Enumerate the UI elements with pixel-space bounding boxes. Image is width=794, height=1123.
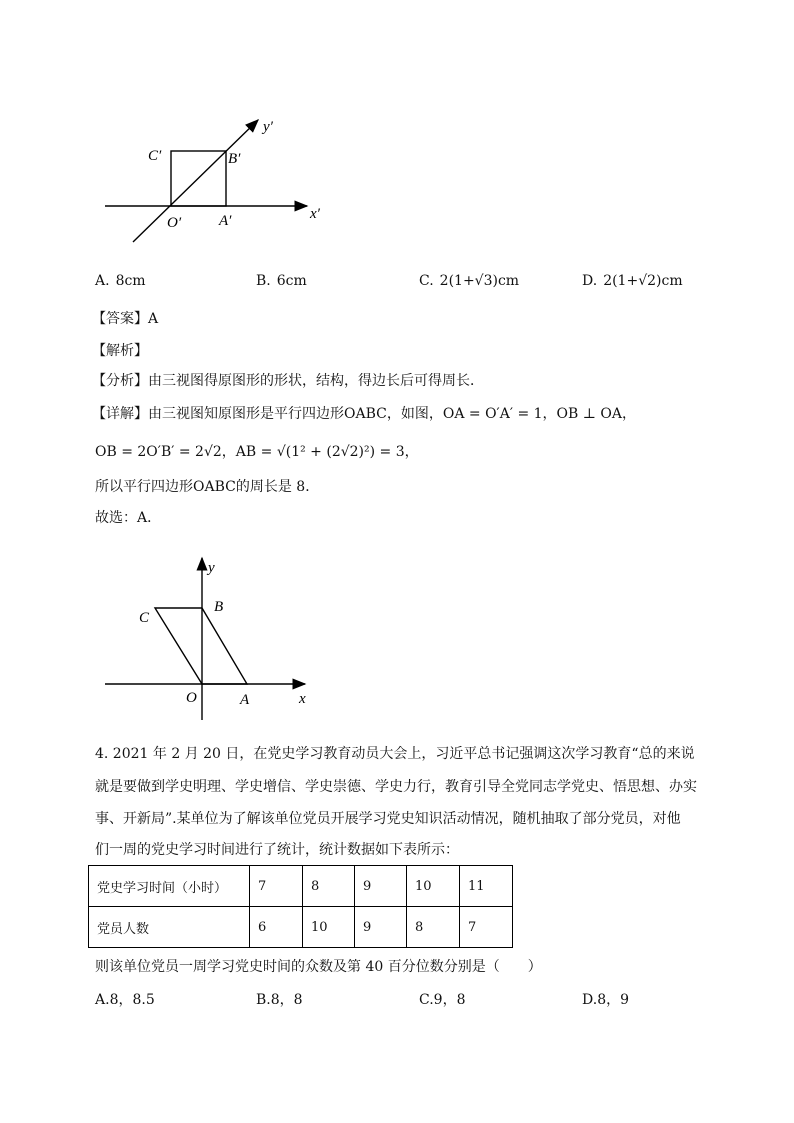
option-a bbox=[95, 273, 146, 289]
option-a-text: 8cm bbox=[115, 273, 146, 289]
q4-question: 则该单位党员一周学习党史时间的众数及第 40 百分位数分别是（ ） bbox=[95, 959, 542, 975]
option-d-label: D. bbox=[582, 273, 598, 289]
label-b: B bbox=[214, 599, 224, 615]
choose-line: 故选：A． bbox=[95, 510, 162, 526]
q4-option-b bbox=[256, 989, 303, 1009]
option-c-label: C. bbox=[419, 273, 434, 289]
q4-option-a bbox=[95, 989, 155, 1009]
q4-line-2: 就是要做到学史明理、学史增信、学史崇德、学史力行，教育引导全党同志学党史、悟思想、办实 bbox=[95, 779, 697, 795]
option-d-text: 2(1+√2)cm bbox=[603, 273, 683, 289]
label-x-prime: x′ bbox=[310, 206, 320, 222]
table-cell: 8 bbox=[407, 907, 460, 948]
table-cell: 7 bbox=[250, 866, 303, 907]
table-cell: 党员人数 bbox=[89, 907, 250, 948]
detail-line-3: 所以平行四边形OABC的周长是 8． bbox=[95, 479, 320, 495]
table-cell: 10 bbox=[303, 907, 355, 948]
table-row bbox=[89, 907, 513, 948]
fenxi-line: 【分析】由三视图得原图形的形状，结构，得边长后可得周长． bbox=[92, 373, 484, 389]
table-cell: 6 bbox=[250, 907, 303, 948]
label-a-prime: A′ bbox=[219, 213, 232, 229]
table-cell: 10 bbox=[407, 866, 460, 907]
label-c-prime: C′ bbox=[148, 148, 162, 164]
option-c bbox=[419, 273, 519, 289]
q4-option-a-text: 8，8.5 bbox=[109, 992, 155, 1008]
analysis-heading: 【解析】 bbox=[92, 343, 148, 359]
table-cell: 9 bbox=[355, 866, 407, 907]
q4-option-a-label: A. bbox=[95, 992, 110, 1008]
q4-option-b-label: B. bbox=[256, 992, 271, 1008]
q4-option-b-text: 8，8 bbox=[270, 992, 303, 1008]
study-time-table bbox=[88, 865, 513, 948]
figure-parallelogram bbox=[95, 550, 320, 725]
table-row bbox=[89, 866, 513, 907]
label-y-prime: y′ bbox=[263, 119, 273, 135]
option-b-text: 6cm bbox=[276, 273, 307, 289]
q4-option-c-label: C. bbox=[419, 992, 434, 1008]
detail-line-2: OB = 2O′B′ = 2√2，AB = √(1² + (2√2)²) = 3， bbox=[95, 444, 419, 460]
parallelogram-outline bbox=[155, 608, 247, 684]
table-cell: 党史学习时间（小时） bbox=[89, 866, 250, 907]
table-cell: 9 bbox=[355, 907, 407, 948]
q4-line-1: 4. 2021 年 2 月 20 日，在党史学习教育动员大会上，习近平总书记强调这次学习教育“总的来说 bbox=[95, 746, 695, 762]
table-cell: 11 bbox=[460, 866, 513, 907]
label-x: x bbox=[299, 691, 306, 707]
table-cell: 7 bbox=[460, 907, 513, 948]
option-b bbox=[256, 273, 307, 289]
label-o: O bbox=[186, 690, 197, 706]
label-b-prime: B′ bbox=[228, 151, 241, 167]
q4-option-d-text: 8，9 bbox=[597, 992, 630, 1008]
y-prime-axis bbox=[133, 120, 258, 242]
label-a: A bbox=[240, 692, 250, 708]
q4-option-c bbox=[419, 989, 466, 1009]
option-b-label: B. bbox=[256, 273, 271, 289]
q4-option-c-text: 9，8 bbox=[433, 992, 466, 1008]
q4-line-4: 们一周的党史学习时间进行了统计，统计数据如下表所示： bbox=[95, 842, 459, 858]
option-a-label: A. bbox=[95, 273, 110, 289]
q4-option-d bbox=[582, 989, 629, 1009]
q4-line-3: 事、开新局”.某单位为了解该单位党员开展学习党史知识活动情况，随机抽取了部分党员，对他 bbox=[95, 811, 681, 827]
table-cell: 8 bbox=[303, 866, 355, 907]
q4-option-d-label: D. bbox=[582, 992, 598, 1008]
option-c-text: 2(1+√3)cm bbox=[439, 273, 520, 289]
label-o-prime: O′ bbox=[167, 215, 182, 231]
detail-line-1: 【详解】由三视图知原图形是平行四边形OABC，如图，OA = O′A′ = 1，OB ⊥ OA， bbox=[92, 406, 636, 422]
option-d bbox=[582, 273, 683, 289]
label-c: C bbox=[139, 610, 150, 626]
label-y: y bbox=[208, 560, 215, 576]
figure-oblique-square bbox=[95, 105, 335, 250]
answer-line: 【答案】A bbox=[92, 311, 159, 327]
